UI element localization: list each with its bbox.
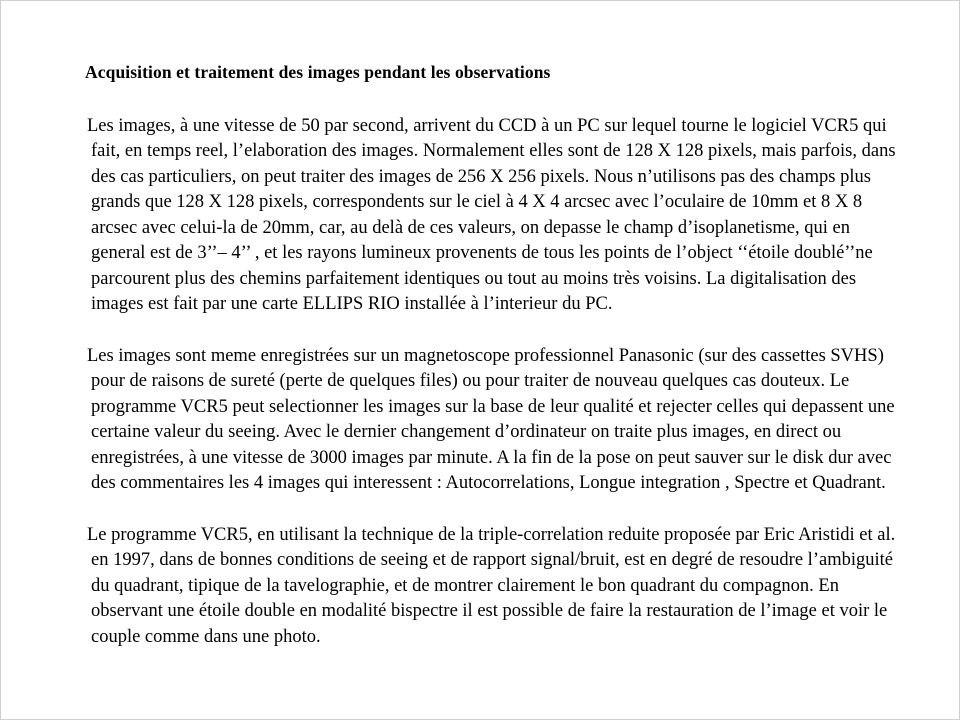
- spacer-after-paragraph-1: [85, 318, 897, 344]
- spacer-after-title: [85, 84, 897, 114]
- paragraph-3: Le programme VCR5, en utilisant la technique de la triple-correlation reduite proposée par Eric Aristidi et al. en 1997, dans de bonnes conditions de seeing et de rapport signal/bruit, est en degré de resoudre l’ambiguité du quadrant, tipique de la tavelographie, et de montrer clairement le bon quadrant du compagnon. En observant une étoile double en modalité bispectre il est possible de faire la restauration de l’image et voir le couple comme dans une photo.: [87, 524, 896, 647]
- document-content: [85, 61, 897, 650]
- paragraph-1: Les images, à une vitesse de 50 par second, arrivent du CCD à un PC sur lequel tourne le logiciel VCR5 qui fait, en temps reel, l’elaboration des images. Normalement elles sont de 128 X 128 pixels, mais parfois, dans des cas particuliers, on peut traiter des images de 256 X 256 pixels. Nous n’utilisons pas des champs plus grands que 128 X 128 pixels, correspondents sur le ciel à 4 X 4 arcsec avec l’oculaire de 10mm et 8 X 8 arcsec avec celui-la de 20mm, car, au delà de ces valeurs, on depasse le champ d’isoplanetisme, qui en general est de 3’’– 4’’ , et les rayons lumineux provenents de tous les points de l’object ‘‘étoile doublé’’ne parcourent plus des chemins parfaitement identiques ou tout au moins très voisins. La digitalisation des images est fait par une carte ELLIPS RIO installée à l’interieur du PC.: [87, 115, 896, 315]
- spacer-after-paragraph-2: [85, 497, 897, 523]
- paragraph-2: Les images sont meme enregistrées sur un magnetoscope professionnel Panasonic (sur des cassettes SVHS) pour de raisons de sureté (perte de quelques files) ou pour traiter de nouveau quelques cas douteux. Le programme VCR5 peut selectionner les images sur la base de leur qualité et rejecter celles qui depassent une certaine valeur du seeing. Avec le dernier changement d’ordinateur on traite plus images, en direct ou enregistrées, à une vitesse de 3000 images par minute. A la fin de la pose on peut sauver sur le disk dur avec des commentaires les 4 images qui interessent : Autocorrelations, Longue integration , Spectre et Quadrant.: [87, 345, 895, 494]
- page-title: Acquisition et traitement des images pendant les observations: [85, 62, 551, 82]
